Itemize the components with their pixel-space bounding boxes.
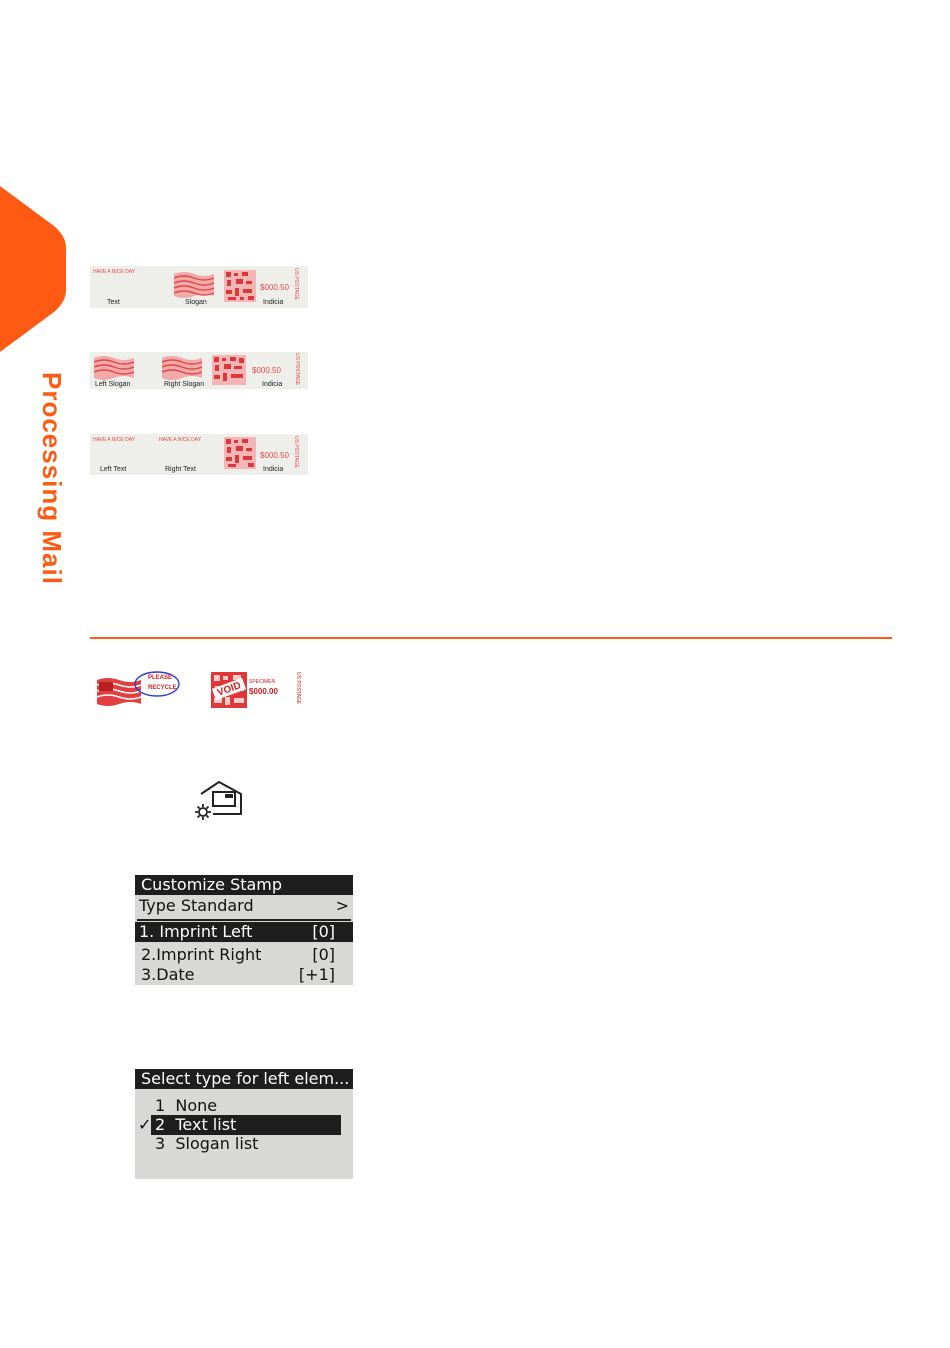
caption-right-text: Right Text <box>165 466 196 473</box>
flag-slogan-icon <box>172 270 216 300</box>
check-icon: ✓ <box>138 1115 152 1134</box>
indicia-amount: $000.50 <box>260 451 289 460</box>
text-element: HAVE A NICE DAY <box>93 269 136 275</box>
type-standard-row[interactable] <box>135 896 353 916</box>
indicia-side-text: US POSTAGE <box>293 436 299 469</box>
indicia-amount: $000.50 <box>252 366 281 375</box>
caption-indicia: Indicia <box>262 381 283 388</box>
recycle-line1: PLEASE <box>148 675 173 681</box>
menu-item-imprint-left[interactable]: 1. Imprint Left [0] <box>135 922 353 942</box>
menu-item-imprint-right[interactable]: 2.Imprint Right [0] <box>141 945 335 964</box>
recycle-line2: RECYCLE <box>148 685 177 691</box>
stamp-example-text-slogan <box>90 266 308 308</box>
indicia-amount: $000.50 <box>260 283 289 292</box>
screen-title: Select type for left elem... <box>135 1069 353 1089</box>
caption-indicia: Indicia <box>263 466 284 473</box>
stamp-example-two-texts <box>90 434 308 475</box>
option-none[interactable]: 1 None <box>155 1096 218 1115</box>
specimen-label: SPECIMEN <box>249 679 276 685</box>
section-divider <box>90 637 892 639</box>
void-side-text: US POSTAGE <box>295 672 301 705</box>
chapter-title: Processing Mail <box>37 372 67 585</box>
type-label: Type Standard <box>139 896 254 915</box>
slogan-sample <box>95 670 185 710</box>
separator <box>137 919 351 921</box>
left-text-element: HAVE A NICE DAY <box>93 437 136 443</box>
indicia-barcode-icon <box>212 355 246 385</box>
caption-left-text: Left Text <box>100 466 127 473</box>
right-text-element: HAVE A NICE DAY <box>159 437 202 443</box>
indicia-side-text: US POSTAGE <box>293 268 299 301</box>
flag-left-slogan-icon <box>92 354 136 382</box>
option-text-list[interactable]: ✓ 2 Text list <box>135 1115 353 1135</box>
chapter-tab <box>0 186 66 352</box>
indicia-side-text: US POSTAGE <box>294 353 300 386</box>
caption-left-slogan: Left Slogan <box>95 381 131 388</box>
caption-indicia: Indicia <box>263 299 284 306</box>
select-left-element-screen <box>135 1069 353 1179</box>
caption-slogan: Slogan <box>185 299 207 306</box>
indicia-barcode-icon <box>224 437 256 469</box>
menu-item-date[interactable]: 3.Date [+1] <box>141 965 335 984</box>
screen-title: Customize Stamp <box>135 875 353 895</box>
option-slogan-list[interactable]: 3 Slogan list <box>155 1134 259 1153</box>
void-label: VOID <box>215 680 243 699</box>
void-amount: $000.00 <box>249 687 278 696</box>
void-indicia-sample <box>211 672 303 708</box>
flag-right-slogan-icon <box>160 354 204 382</box>
stamp-example-two-slogans <box>90 352 308 389</box>
envelope-settings-icon <box>191 780 247 824</box>
caption-right-slogan: Right Slogan <box>164 381 205 388</box>
chevron-right-icon: > <box>335 896 349 915</box>
caption-text: Text <box>107 299 120 306</box>
indicia-barcode-icon <box>224 270 256 302</box>
customize-stamp-screen <box>135 875 353 985</box>
